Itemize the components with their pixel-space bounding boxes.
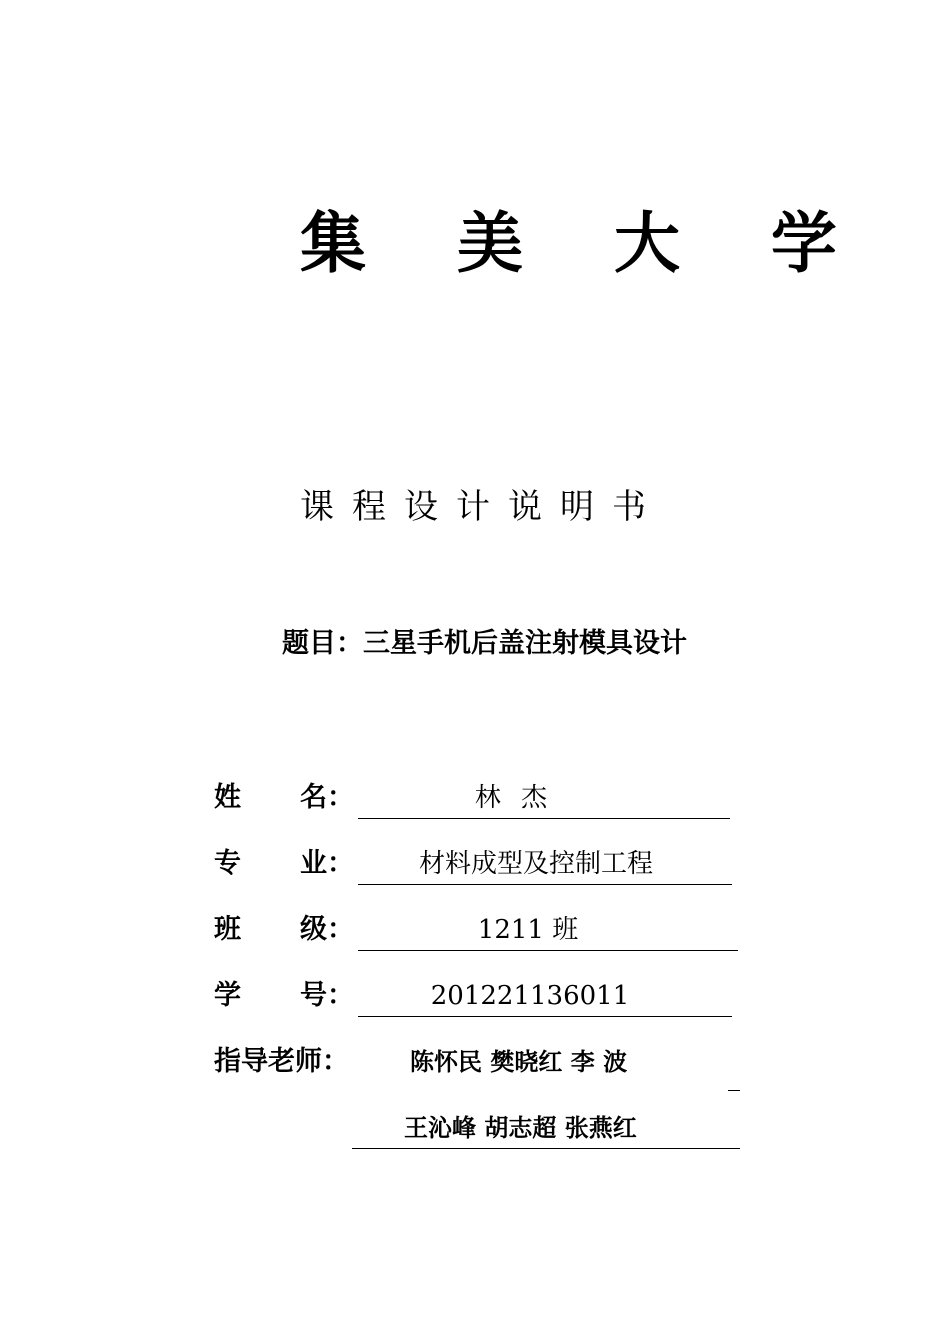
major-field: 材料成型及控制工程 [358,844,732,885]
document-title: 课程设计说明书 [300,487,664,527]
advisors-line-2: 王沁峰 胡志超 张燕红 [352,1108,740,1149]
student-id-field: 201221136011 [358,976,732,1017]
topic-line: 题目：三星手机后盖注射模具设计 [282,628,687,659]
class-field: 1211 班 [358,910,738,951]
university-name: 集 美 大 学 [300,204,871,282]
advisors-line-1: 陈怀民 樊晓红 李 波 [410,1047,628,1076]
name-field: 林 杰 [358,778,730,819]
advisors-line-1-underline [728,1050,740,1091]
advisors-label: 指导老师： [214,1046,349,1077]
class-label: 班 级： [214,914,354,945]
student-id-label: 学 号： [214,980,354,1011]
major-label: 专 业： [214,848,354,879]
name-label: 姓 名： [214,782,354,813]
